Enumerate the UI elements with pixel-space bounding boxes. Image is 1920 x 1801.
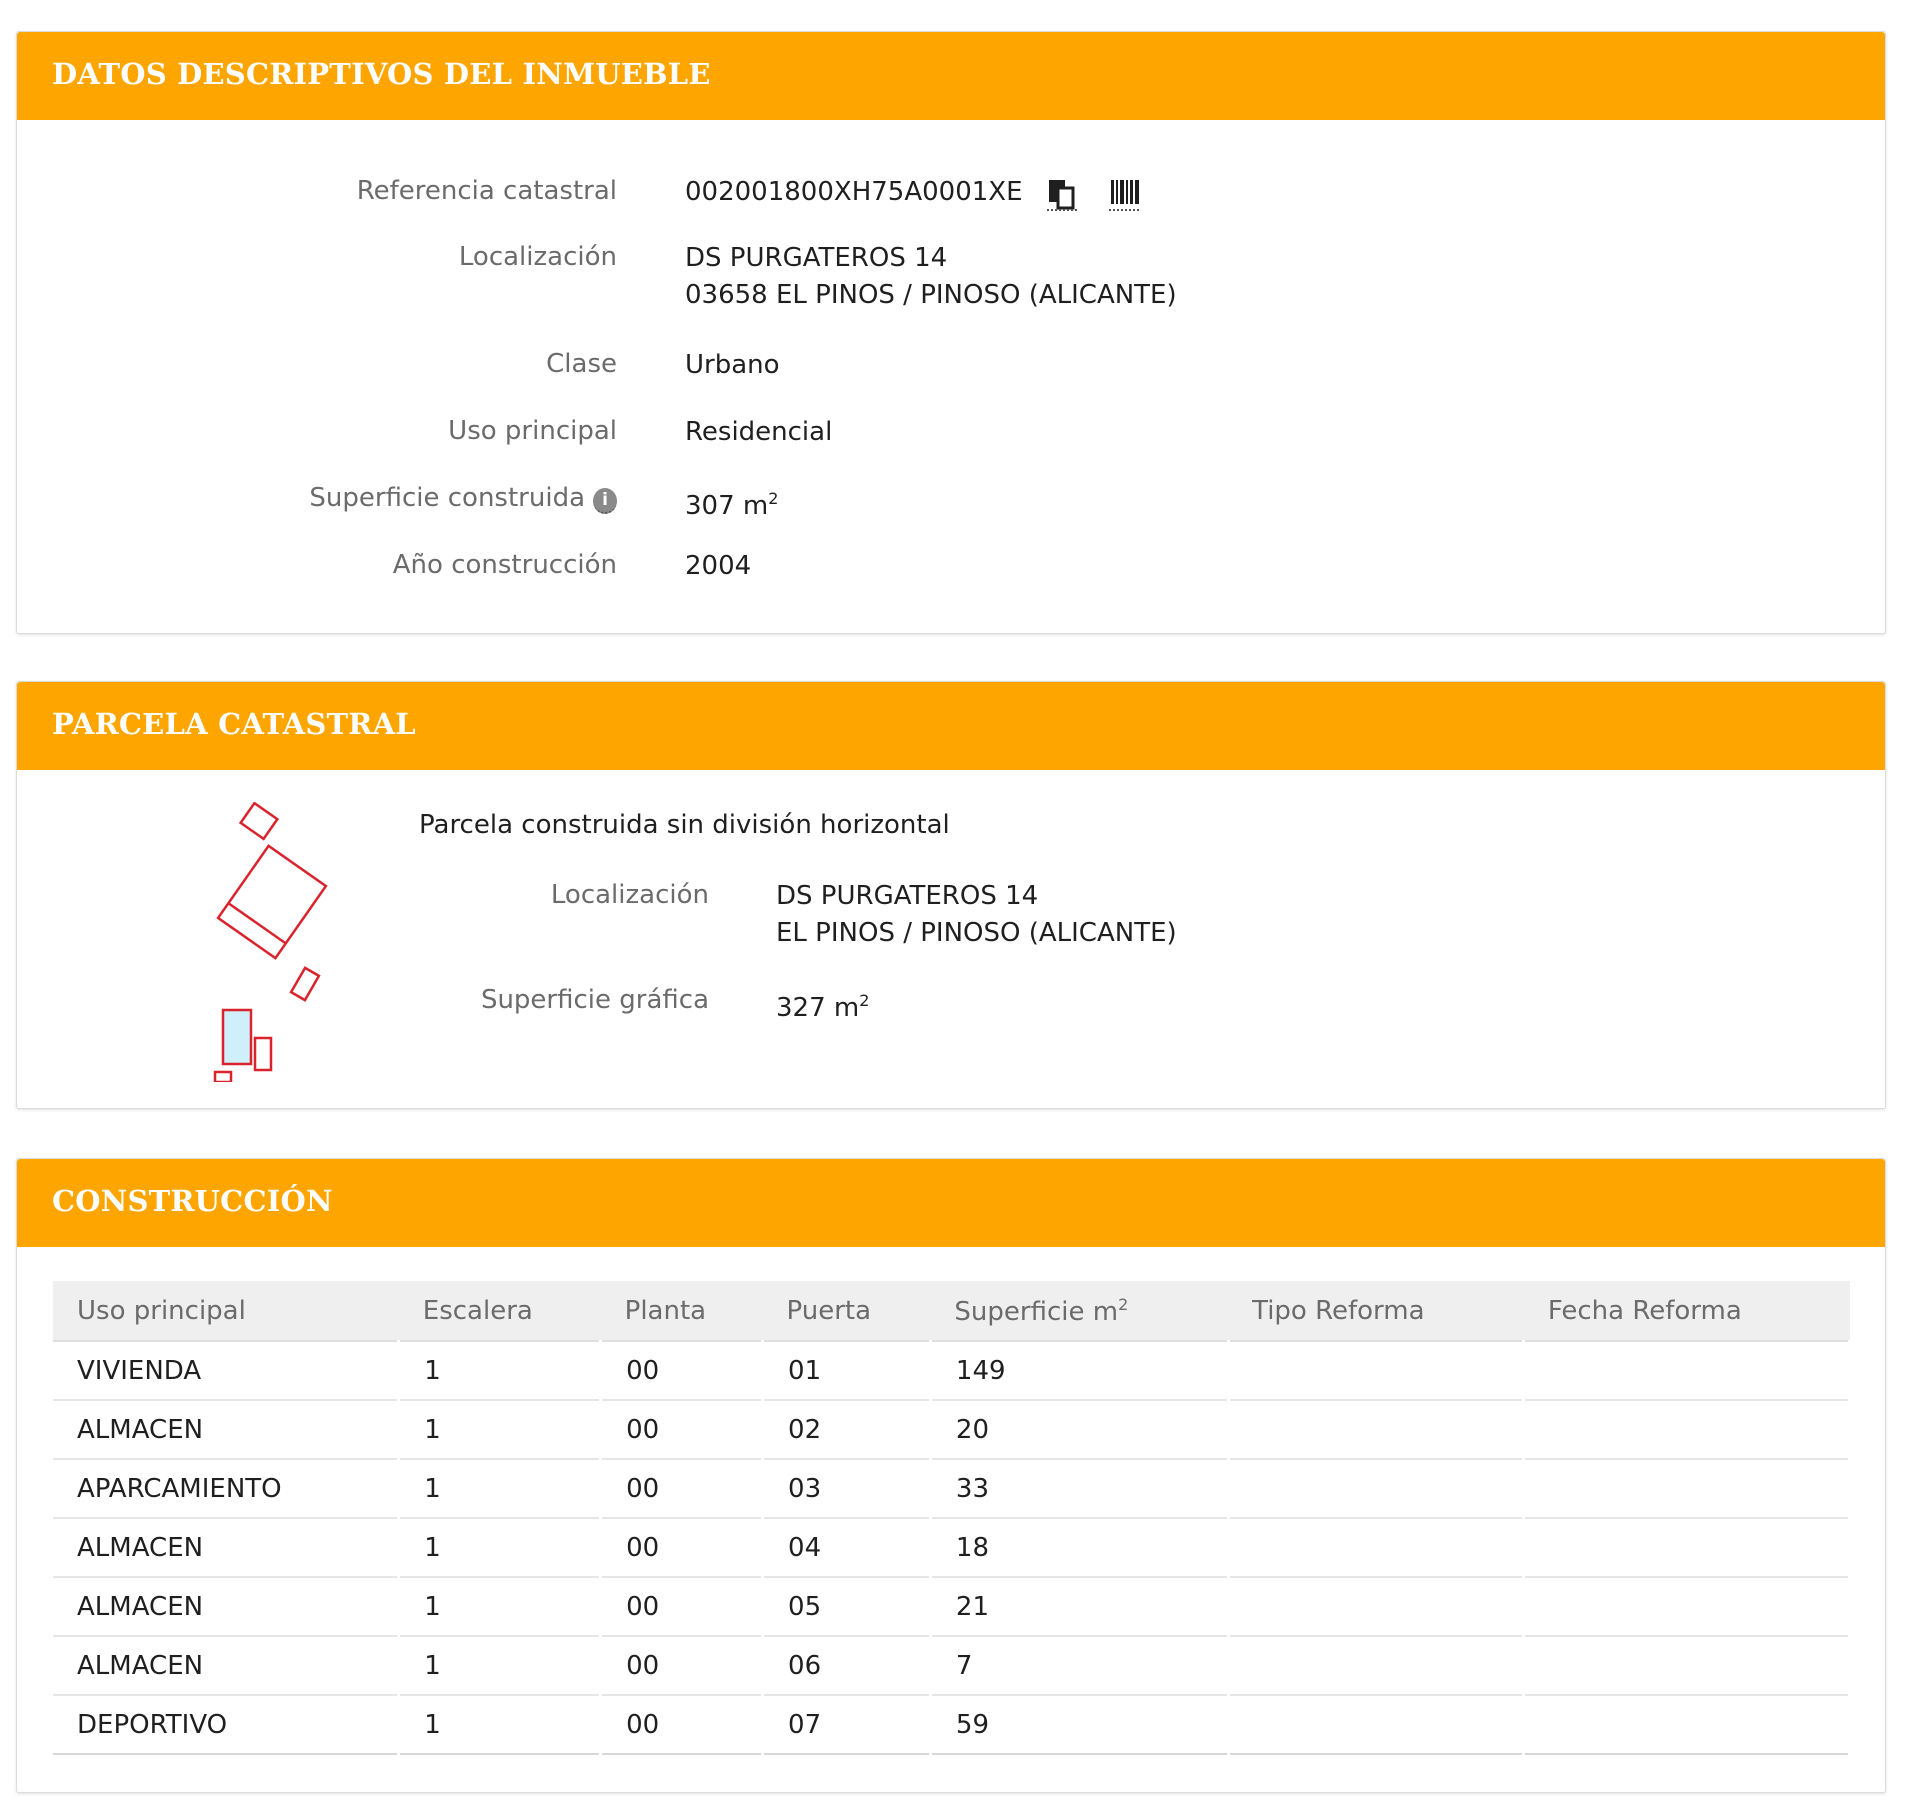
barcode-icon[interactable] — [1109, 178, 1143, 216]
uso-label: Uso principal — [448, 416, 617, 446]
clase-label: Clase — [546, 349, 617, 379]
cell-escalera: 1 — [399, 1518, 601, 1577]
table-row — [53, 1577, 1850, 1636]
cell-tipo-reforma — [1228, 1577, 1524, 1636]
table-row — [53, 1400, 1850, 1459]
anio-row — [17, 546, 1887, 586]
referencia-label: Referencia catastral — [356, 176, 617, 206]
parcela-localizacion-label: Localización — [550, 880, 709, 910]
col-superficie — [930, 1281, 1228, 1341]
col-uso: Uso principal — [53, 1281, 399, 1341]
parcela-panel — [16, 681, 1886, 1109]
cell-planta: 00 — [601, 1459, 763, 1518]
cell-fecha-reforma — [1524, 1400, 1850, 1459]
cell-superficie: 20 — [930, 1400, 1228, 1459]
anio-value: 2004 — [685, 551, 752, 581]
uso-row — [17, 412, 1887, 452]
cell-escalera: 1 — [399, 1636, 601, 1695]
table-row — [53, 1341, 1850, 1400]
cell-superficie: 149 — [930, 1341, 1228, 1400]
localizacion-row — [17, 238, 1887, 310]
clase-row — [17, 345, 1887, 385]
cell-tipo-reforma — [1228, 1636, 1524, 1695]
cell-uso: APARCAMIENTO — [53, 1459, 399, 1518]
superficie-label: Superficie construida — [309, 483, 585, 513]
map-plot-narrow — [255, 1038, 271, 1070]
cell-fecha-reforma — [1524, 1636, 1850, 1695]
uso-value: Residencial — [685, 417, 833, 447]
parcela-header — [17, 682, 1885, 770]
cell-puerta: 07 — [763, 1695, 931, 1754]
cell-escalera: 1 — [399, 1400, 601, 1459]
cell-tipo-reforma — [1228, 1518, 1524, 1577]
construccion-panel — [16, 1158, 1886, 1793]
cell-uso: ALMACEN — [53, 1636, 399, 1695]
cell-escalera: 1 — [399, 1459, 601, 1518]
localizacion-line2: 03658 EL PINOS / PINOSO (ALICANTE) — [685, 280, 1177, 310]
col-superficie-sup: 2 — [1118, 1294, 1129, 1314]
copy-icon[interactable] — [1047, 178, 1079, 216]
cell-fecha-reforma — [1524, 1577, 1850, 1636]
parcela-superficie-row — [17, 981, 1887, 1021]
cell-uso: ALMACEN — [53, 1518, 399, 1577]
col-fecha-reforma: Fecha Reforma — [1524, 1281, 1850, 1341]
cell-planta: 00 — [601, 1341, 763, 1400]
cell-planta: 00 — [601, 1636, 763, 1695]
cell-escalera: 1 — [399, 1695, 601, 1754]
col-superficie-label: Superficie m — [954, 1296, 1119, 1327]
cell-superficie: 21 — [930, 1577, 1228, 1636]
cell-puerta: 05 — [763, 1577, 931, 1636]
cell-fecha-reforma — [1524, 1341, 1850, 1400]
parcela-localizacion-line1: DS PURGATEROS 14 — [776, 881, 1039, 911]
clase-value: Urbano — [685, 350, 780, 380]
table-row — [53, 1636, 1850, 1695]
cell-escalera: 1 — [399, 1341, 601, 1400]
cell-fecha-reforma — [1524, 1695, 1850, 1754]
inmueble-header — [17, 32, 1885, 120]
cell-puerta: 03 — [763, 1459, 931, 1518]
cell-uso: ALMACEN — [53, 1400, 399, 1459]
cell-tipo-reforma — [1228, 1341, 1524, 1400]
superficie-value-wrap — [685, 480, 778, 525]
table-row — [53, 1518, 1850, 1577]
cell-superficie: 18 — [930, 1518, 1228, 1577]
cell-planta: 00 — [601, 1400, 763, 1459]
cell-planta: 00 — [601, 1577, 763, 1636]
superficie-value: 307 m — [685, 491, 769, 521]
localizacion-line1: DS PURGATEROS 14 — [685, 243, 948, 273]
cell-superficie: 59 — [930, 1695, 1228, 1754]
superficie-row — [17, 479, 1887, 519]
info-icon[interactable]: i — [593, 488, 617, 514]
col-puerta: Puerta — [763, 1281, 931, 1341]
map-plot-small-top — [241, 803, 278, 839]
inmueble-panel — [16, 31, 1886, 634]
construccion-table — [53, 1281, 1851, 1755]
parcela-title: PARCELA CATASTRAL — [52, 707, 416, 741]
referencia-value[interactable]: 002001800XH75A0001XE — [685, 177, 1023, 207]
parcela-map-sketch — [197, 802, 357, 1082]
map-plot-tiny — [215, 1072, 231, 1082]
cell-superficie: 33 — [930, 1459, 1228, 1518]
cell-fecha-reforma — [1524, 1459, 1850, 1518]
cell-planta: 00 — [601, 1695, 763, 1754]
localizacion-label: Localización — [458, 242, 617, 272]
construccion-title: CONSTRUCCIÓN — [52, 1184, 333, 1218]
parcela-localizacion-row — [17, 876, 1887, 948]
cell-puerta: 01 — [763, 1341, 931, 1400]
superficie-label-wrap — [309, 483, 617, 514]
parcela-localizacion-line2: EL PINOS / PINOSO (ALICANTE) — [776, 918, 1177, 948]
parcela-tipo: Parcela construida sin división horizontal — [419, 810, 950, 840]
col-escalera: Escalera — [399, 1281, 601, 1341]
table-row — [53, 1459, 1850, 1518]
col-tipo-reforma: Tipo Reforma — [1228, 1281, 1524, 1341]
col-planta: Planta — [601, 1281, 763, 1341]
cell-tipo-reforma — [1228, 1400, 1524, 1459]
parcela-superficie-wrap — [776, 982, 869, 1027]
cell-uso: ALMACEN — [53, 1577, 399, 1636]
cell-puerta: 06 — [763, 1636, 931, 1695]
anio-label: Año construcción — [392, 550, 617, 580]
parcela-superficie-sup: 2 — [859, 991, 870, 1010]
construccion-header — [17, 1159, 1885, 1247]
cell-uso: VIVIENDA — [53, 1341, 399, 1400]
cell-puerta: 04 — [763, 1518, 931, 1577]
cell-tipo-reforma — [1228, 1459, 1524, 1518]
cell-planta: 00 — [601, 1518, 763, 1577]
cell-tipo-reforma — [1228, 1695, 1524, 1754]
cell-escalera: 1 — [399, 1577, 601, 1636]
superficie-sup: 2 — [768, 489, 779, 508]
inmueble-title: DATOS DESCRIPTIVOS DEL INMUEBLE — [52, 57, 711, 91]
referencia-row — [17, 172, 1887, 212]
parcela-superficie-value: 327 m — [776, 993, 860, 1023]
cell-superficie: 7 — [930, 1636, 1228, 1695]
table-header-row — [53, 1281, 1850, 1341]
table-row — [53, 1695, 1850, 1754]
cell-uso: DEPORTIVO — [53, 1695, 399, 1754]
cell-puerta: 02 — [763, 1400, 931, 1459]
parcela-superficie-label: Superficie gráfica — [480, 985, 709, 1015]
cell-fecha-reforma — [1524, 1518, 1850, 1577]
